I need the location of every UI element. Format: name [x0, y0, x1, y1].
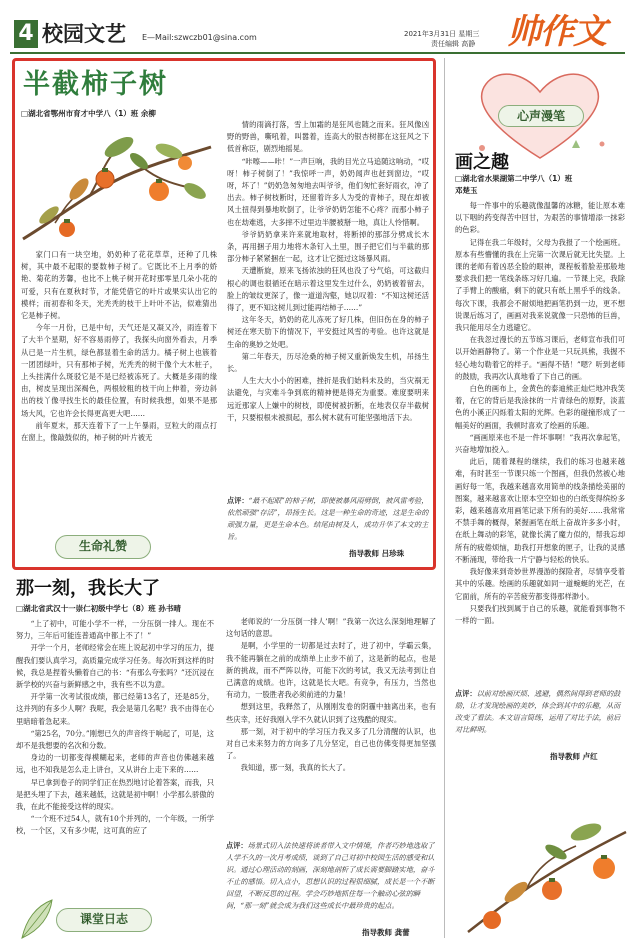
paragraph: 第二年春天，历尽沧桑的柿子树又重新焕发生机，吊扬生长。 [227, 351, 429, 374]
paragraph: 我好像来到奇妙世界漫游的探险者，尽情享受着其中的乐趣。绘画的乐趣就如同一道蜿蜒的光芒，在它面前，所有的辛苦疲劳都变得那样渺小。 [455, 567, 625, 601]
bottom-column-2 [226, 616, 436, 836]
paragraph: 情的雨滴打落，雪上加霜的是狂风也随之而来。狂风像凶野的野兽，嘶吼着，叫嚣着，连高大的银杏树都在这狂风之下低首称臣，剧烈地摇晃。 [227, 120, 429, 154]
bottom-column-1 [16, 618, 214, 892]
comment-label: 点评： [227, 496, 249, 505]
paragraph: “上了初中，可能小学不一样，一分压倒一排人。现在不努力，三年后可能连普通高中都上不了！” [16, 619, 214, 641]
paragraph: 想到这里，我释然了，从刚刚发卷的阴霾中抽离出来，也有些庆幸，还好我刚入学不久就认识到了这残酷的现实。 [226, 702, 436, 724]
bottom-article-byline: □湖北省武汉十一崇仁初级中学七（8）班 孙书晴 [16, 604, 181, 613]
section-pill-life: 生命礼赞 [55, 535, 151, 559]
right-article-advisor: 指导教师 卢红 [550, 752, 598, 761]
paragraph: 是啊，小学里的一切都是过去时了，进了初中，学霸云集，我不能再躺在之前的成绩单上止步不前了，这是新的起点，也是新的挑战，而不严阵以待，可能下次的考试，我又无法考到让自己满意的成绩。也许，这就是长大吧。有竞争，有压力，当然也有动力，一股胜者我必须前进的力量！ [226, 641, 436, 700]
paragraph: 此后，随着课程的继续，我们的练习也越来越难，有时甚至一节课只练一个图画，但我仍然被心地画好每一笔，我越来越喜欢用简单的线条描绘美丽的图案，越来越喜欢让原本空空如也的白纸变得缤纷多彩，越来越喜欢用画笔记录下所有的美好……我常常不禁手舞的概得，紧握画笔在纸上奋战许多多小时，在纸上舞动的彩笔，就像长满了魔力似的，帮我忘却所有的疲倦烦恼，助我打开想象的匣子，让我的灵感不断涌现，带给我一片宁静与轻松的快乐。 [455, 457, 625, 564]
paragraph: 开学一个月，老师经常会在班上说起初中学习的压力，提醒我们要认真学习，高质量完成学习任务。每次听到这样的时候，我总是捏着头懒着自己的书：“有那么夸张吗？”还沉浸在新学校的兴奋与新鲜感之中，我有些不以为意。 [16, 643, 214, 690]
paragraph: 人生大大小小的困难，挫折是我们始料未及的，当灾祸无法避免，与灾难斗争到底的精神便是得充为重要。难度要明来远近那家人上嫌中的树枝，即使树被折断，在地表仅存半截树干，只要根根未被损起，那么树木就有可能坚强地活下去。 [227, 376, 429, 422]
right-article-author: 邓楚玉 [455, 186, 478, 195]
paragraph: “画画原来也不是一件坏事啊！”我再次拿起笔，兴奋地增加投入。 [455, 432, 625, 455]
paragraph: 记得在我二年级时，父母为我报了一个绘画班。原本有些懵懂的我在上完第一次课后就无比失望。上课的老师有着凶恶全脸的眼神，课程板着脸差那般地要求我们把一笔线条练习好几遍。一节课上完，我除了手臂上的酸痛，剩下的就只有纸上黑乎乎的线条。每次下课，我都会不耐烦地把画笔扔到一边，更不想说课后练习了，画画对我来说就像一只恐怖的巨兽，我只能用尽全力逃避它。 [455, 237, 625, 333]
paragraph: 爷爷奶奶拿来许来就地取材，将断掉的那部分劈成长木条，再用捆子用力地将木条钉入土里，围子把它们与半截的那部分柿子紧紧捆在一起，这才让它挺过这场暴风雨。 [227, 229, 429, 264]
paragraph: 早已拿到卷子的同学们正在热烈地讨论着答案，而我，只是把头埋了下去，越来越低，这就是初中啊！小学那么骄傲的我，在此不能接受这样的现实。 [16, 777, 214, 812]
paragraph: 家门口有一块空地，奶奶种了花花草草，还种了几株树，其中最不起眼的要数柿子树了。它既比不上月季的娇艳、菊花的芳馨，也比不上桃子树开花时那零星几朵小花的可爱，只有在夏秋时节，才能凭借它的叶片或果实认出它的模样；而初春和冬天，光秃秃的枝干上叶叶不沾，似难猜出它是柿子树。 [21, 250, 217, 321]
right-article-title: 画之趣 [455, 152, 509, 173]
page-header [0, 0, 635, 56]
bottom-article-comment [226, 840, 436, 922]
paragraph: 开学第一次考试很成绩，都已经第13名了，还是85分，这并列的有多少人啊？我呢，我会是第几名呢？我不由得在心里暗暗着急起来。 [16, 692, 214, 726]
paragraph: “一个班不过54人，就有10个并列的，一个年级，一所学校，一个区，又有多少呢，这可真的应了 [16, 814, 214, 836]
leaf-illustration [16, 896, 56, 942]
right-article-comment [455, 688, 625, 750]
brand-logo: 帅作文 [507, 12, 606, 52]
comment-text: 以前对绘画厌烦、逃避，偶然间得到老师的鼓励，让才发现绘画的美妙，体会到其中的乐趣，从而改变了看法。本文语言简练，运用了对比手法，前后对比鲜明。 [455, 689, 621, 734]
feature-article-box [12, 58, 436, 570]
paragraph: 老师说的‘一分压倒一排人’啊！”我第一次这么深刻地理解了这句话的意思。 [226, 617, 436, 639]
comment-label: 点评： [226, 841, 248, 850]
right-article-byline: □湖北省水果湖第二中学八（1）班 [455, 174, 573, 183]
paragraph: “第25名，70分。”刚想已久的声音终于响起了，可是，这却不是我想要的名次和分数。 [16, 728, 214, 751]
paragraph: “咔嚓——咔！”一声巨响，我的目光立马追随这响动，“哎呀！柿子树倒了！”我惊呼一声，奶奶闻声也赶到窗边，“哎呀，坏了！”奶奶急匆匆地去叫爷爷，他们匆忙套好雨衣，冲了出去。柿子树枝断时，还留着许多人为受的青柿子，现在却被风土扭得到暴地吹倒了，让爷爷奶奶怎能不心疼？而那小柿子也在劫难逃，大多摔不过里边半腰被掰一地，真让人怜惜啊。 [227, 156, 429, 227]
paragraph: 每一件事中的乐趣就像温馨的冰糖，能让原本难以下咽的药变得苦中回甘，为艰苦的事情增添一抹彩的色彩。 [455, 201, 625, 235]
issue-date: 2021年3月31日 星期三 [404, 30, 480, 38]
paragraph: 在我忽过漫长的五节练习课后，老师宣布我们可以开始画静物了。第一个作业是一只玩具熊，我握不轻心地勾勒着它的样子。“画得不错！”嗯？听到老师的鼓励，我再次认真地看了下自己的画。 [455, 335, 625, 381]
paragraph: 白色的画布上，金黄色的泰迪熊正灿烂地冲我笑着，在它的背后是我涂抹的一片青绿色的原野，淡蓝色的小溪正闪烁着太阳的光辉。色彩的碰撞形成了一幅美好的画面，我顿时喜欢了绘画的乐趣。 [455, 384, 625, 430]
feature-byline: □湖北省鄂州市育才中学八（1）班 余柳 [21, 109, 156, 118]
paragraph: 天遭断旋，原来飞扬浓浊的狂风也没了兮气焰，可这截归根心的调也很循还在暗示着这里发生过什么，奶奶被着留去，脸上的皱纹更深了，像一道道沟壑，她以叹着：“不知这树还活得了，更不知这树儿到过能再结柿子……” [227, 266, 429, 313]
paragraph: 这年冬天，奶奶的花儿冻死了好几株，但旧伤在身的柿子树还在寒天肋下的情况下，平安挺过风雪的考验。也许这就是生命的奥妙之处吧。 [227, 315, 429, 349]
feature-comment [227, 495, 429, 545]
header-rule [10, 52, 625, 54]
paragraph: 那一刻，对于初中的学习压力我又多了几分清醒的认识，也对自己未来努力的方向多了几分坚定，自己也仿佛变得更加坚强了。 [226, 726, 436, 761]
bottom-article-advisor: 指导教师 龚蕾 [362, 928, 410, 937]
column-divider [444, 58, 445, 938]
paragraph: 我知道，那一刻，我真的长大了。 [240, 763, 351, 773]
persimmon-corner-illustration [456, 772, 632, 942]
persimmon-branch-illustration [19, 121, 215, 245]
paragraph: 今年一月份，已是中旬，天气还是又凝又冷，雨连着下了大半个星期，好不容易雨停了，我探头向窗外看去，月季从已是一片生机，绿色都显着生命的活力。橘子树上也簇着一团团绿叶，只有那柿子树，光秃秃的树干像个大木桩子，上头挂满什么斑驳它是不是已经被冻死了。大概是多雨的缘由，树皮呈现出深褐色，两根较粗的枝干向上伸着，旁边斜出的枝丫像寻找生长的最佳位置，有时候我想，如果不是那场大风，它也许会长得更高更大吧…… [21, 323, 217, 418]
paragraph: 前年夏末，那天连着下了一上午暴雨，豆粒大的雨点打在窗上，像敲鼓似的，柿子树的叶片被无 [21, 420, 217, 443]
page-number: 4 [14, 20, 38, 48]
paragraph: 身边的一切都变得模糊起来，老师的声音也仿佛越来越远，也不知我是怎么走上讲台，又从讲台上走下来的…… [16, 753, 214, 775]
comment-label: 点评： [455, 689, 477, 698]
paragraph: 只要我们找到属于自己的乐趣，就能看到事物不一样的一面。 [455, 603, 625, 625]
feature-title: 半截柿子树 [23, 69, 168, 100]
comment-text: 场景式切入法快速将读者带入文中情境，作者巧妙地选取了人学不久的一次月考成绩，谈到了自己对初中校园生活的感受和认识。通过心理活动的刻画，深刻地剖析了成长需要脚踏实地，奋斗不止的感悟。切入点小，思想认识的过程很细腻，成长是一个不断回望，不断反思的过程。学会巧妙地抓住每一个触动心弦的瞬间，“那一刻”就会成为我们这些成长中最珍贵的起点。 [226, 841, 435, 910]
feature-column-1 [21, 249, 217, 519]
feature-column-2 [227, 119, 429, 491]
responsible-editor: 责任编辑 高静 [431, 40, 476, 48]
section-pill-heart: 心声漫笔 [498, 105, 584, 127]
section-pill-classroom: 课堂日志 [56, 908, 152, 932]
email-address[interactable]: E—Mail:szwczb01@sina.com [142, 33, 257, 42]
right-article-body [455, 200, 625, 682]
feature-advisor: 指导教师 吕珍珠 [349, 549, 405, 558]
bottom-article-title: 那一刻，我长大了 [16, 578, 160, 599]
section-title: 校园文艺 [42, 22, 126, 46]
comment-text: “最不起眼”的柿子树，即使被暴风雨劈倒，被风雷考验，依然顽强“存活”，昂扬生长。这是一种生命的奇迹，这是生命的顽强力量，更是生命本色。结尾由树及人，成功升华了本文的主旨。 [227, 496, 429, 541]
